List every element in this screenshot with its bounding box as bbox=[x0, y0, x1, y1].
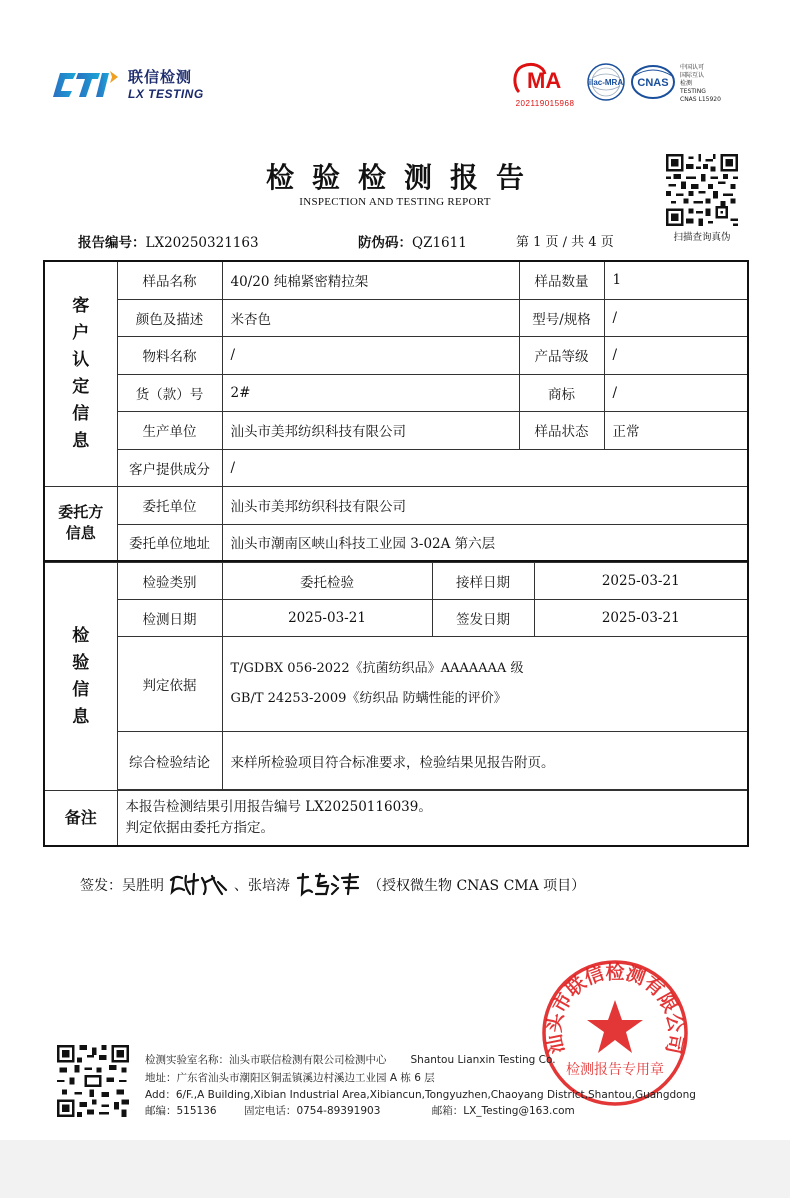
table-row bbox=[44, 563, 748, 600]
table-row bbox=[44, 299, 748, 336]
trademark-value: / bbox=[604, 374, 748, 411]
issue-date-label: 签发日期 bbox=[432, 600, 534, 637]
report-table-main bbox=[43, 260, 749, 562]
brand-name-en: LX TESTING bbox=[128, 87, 204, 101]
table-row bbox=[44, 411, 748, 449]
remarks-value bbox=[117, 791, 748, 846]
lxt-logo-icon bbox=[52, 69, 124, 101]
table-row bbox=[44, 449, 748, 486]
model-value: / bbox=[604, 299, 748, 336]
cnas-icon bbox=[630, 62, 676, 102]
remarks-line-2: 判定依据由委托方指定。 bbox=[125, 819, 274, 836]
table-row bbox=[44, 374, 748, 411]
signer-separator: 、 bbox=[234, 878, 248, 894]
remarks-label: 备注 bbox=[44, 791, 117, 846]
footer-lab-line: 检测实验室名称：汕头市联信检测有限公司检测中心 Shantou Lianxin Testing Co. bbox=[145, 1054, 556, 1066]
official-seal-stamp bbox=[540, 958, 690, 1108]
ilac-mra-icon bbox=[586, 62, 626, 102]
brand-name-cn: 联信检测 bbox=[128, 68, 193, 86]
basis-label: 判定依据 bbox=[117, 637, 222, 732]
table-row bbox=[44, 486, 748, 524]
grade-value: / bbox=[604, 336, 748, 374]
footer-contact: 邮编：515136 固定电话：0754-89391903 邮箱：LX_Testing@163.com bbox=[145, 1105, 575, 1117]
producer-label: 生产单位 bbox=[117, 411, 222, 449]
svg-text:ilac-MRA: ilac-MRA bbox=[588, 78, 624, 87]
footer-address-cn: 地址：广东省汕头市潮阳区铜盂镇溪边村溪边工业园 A 栋 6 层 bbox=[145, 1072, 435, 1084]
star-icon bbox=[587, 1000, 643, 1053]
material-value: / bbox=[222, 336, 519, 374]
grade-label: 产品等级 bbox=[519, 336, 604, 374]
table-row bbox=[44, 791, 748, 846]
trademark-label: 商标 bbox=[519, 374, 604, 411]
verification-qr-icon[interactable] bbox=[666, 154, 738, 226]
producer-value: 汕头市美邦纺织科技有限公司 bbox=[222, 411, 519, 449]
principal-section-title: 委托方 信息 bbox=[44, 486, 117, 561]
material-label: 物料名称 bbox=[117, 336, 222, 374]
sample-state-value: 正常 bbox=[604, 411, 748, 449]
brand-logo bbox=[52, 68, 204, 102]
svg-text:MA: MA bbox=[527, 68, 562, 93]
client-section-title: 客 户 认 定 信 息 bbox=[44, 261, 117, 486]
sample-qty-label: 样品数量 bbox=[519, 261, 604, 299]
signature-label: 签发： bbox=[80, 878, 122, 894]
sample-name-value: 40/20 纯棉紧密精拉架 bbox=[222, 261, 519, 299]
signature-2-handwriting bbox=[294, 872, 364, 898]
stamp-center-text: 检测报告专用章 bbox=[566, 1062, 664, 1078]
basis-value bbox=[222, 637, 748, 732]
signer-1-name: 吴胜明 bbox=[122, 878, 164, 894]
principal-unit-label: 委托单位 bbox=[117, 486, 222, 524]
table-row bbox=[44, 732, 748, 790]
cma-mark bbox=[510, 62, 580, 108]
color-label: 颜色及描述 bbox=[117, 299, 222, 336]
test-date-label: 检测日期 bbox=[117, 600, 222, 637]
report-subtitle: INSPECTION AND TESTING REPORT bbox=[299, 196, 491, 208]
page-info: 第 1 页 / 共 4 页 bbox=[516, 235, 614, 250]
page-bottom-margin bbox=[0, 1140, 790, 1198]
composition-label: 客户提供成分 bbox=[117, 449, 222, 486]
signature-1-handwriting bbox=[168, 872, 230, 898]
table-row bbox=[44, 637, 748, 732]
item-no-value: 2# bbox=[222, 374, 519, 411]
category-value: 委托检验 bbox=[222, 563, 432, 600]
table-row bbox=[44, 600, 748, 637]
qr-caption: 扫描查询真伪 bbox=[673, 232, 731, 243]
cma-number: 202119015968 bbox=[515, 99, 575, 108]
stamp-ring-text: 汕头市联信检测有限公司 bbox=[543, 961, 687, 1056]
footer-email[interactable]: LX_Testing@163.com bbox=[463, 1105, 575, 1117]
issue-date-value: 2025-03-21 bbox=[534, 600, 748, 637]
category-label: 检验类别 bbox=[117, 563, 222, 600]
anti-fake-code: 防伪码：QZ1611 bbox=[358, 235, 467, 251]
receive-date-value: 2025-03-21 bbox=[534, 563, 748, 600]
signature-line bbox=[80, 872, 585, 898]
signer-2-name: 张培涛 bbox=[248, 878, 290, 894]
sample-state-label: 样品状态 bbox=[519, 411, 604, 449]
principal-address-value: 汕头市潮南区峡山科技工业园 3-02A 第六层 bbox=[222, 524, 748, 561]
inspection-section-title: 检 验 信 息 bbox=[44, 563, 117, 791]
test-date-value: 2025-03-21 bbox=[222, 600, 432, 637]
report-title: 检验检测报告 bbox=[265, 161, 542, 194]
receive-date-label: 接样日期 bbox=[432, 563, 534, 600]
inspection-table bbox=[43, 562, 749, 847]
principal-unit-value: 汕头市美邦纺织科技有限公司 bbox=[222, 486, 748, 524]
conclusion-value: 来样所检验项目符合标准要求，检验结果见报告附页。 bbox=[222, 732, 748, 790]
cma-icon bbox=[513, 62, 577, 94]
model-label: 型号/规格 bbox=[519, 299, 604, 336]
cnas-cert-text: 中国认可 国际互认 检测 TESTING CNAS L15920 bbox=[680, 64, 721, 103]
sample-qty-value: 1 bbox=[604, 261, 748, 299]
sample-name-label: 样品名称 bbox=[117, 261, 222, 299]
signature-note: （授权微生物 CNAS CMA 项目） bbox=[368, 878, 586, 894]
svg-text:CNAS: CNAS bbox=[637, 77, 669, 89]
report-number: 报告编号：LX20250321163 bbox=[78, 235, 259, 251]
footer-address-en: Add：6/F.,A Building,Xibian Industrial Area,Xibiancun,Tongyuzhen,Chaoyang District,Shantou,Guangdong bbox=[145, 1089, 696, 1101]
remarks-line-1: 本报告检测结果引用报告编号 LX20250116039。 bbox=[125, 798, 432, 815]
principal-address-label: 委托单位地址 bbox=[117, 524, 222, 561]
conclusion-label: 综合检验结论 bbox=[117, 732, 222, 790]
basis-standard-1: T/GDBX 056-2022《抗菌纺织品》AAAAAAA 级 bbox=[230, 661, 524, 676]
composition-value: / bbox=[222, 449, 748, 486]
table-row bbox=[44, 261, 748, 299]
table-row bbox=[44, 524, 748, 561]
item-no-label: 货（款）号 bbox=[117, 374, 222, 411]
footer-qr-icon[interactable] bbox=[57, 1045, 129, 1117]
table-row bbox=[44, 336, 748, 374]
certification-logos bbox=[510, 62, 721, 112]
color-value: 米杏色 bbox=[222, 299, 519, 336]
basis-standard-2: GB/T 24253-2009《纺织品 防螨性能的评价》 bbox=[230, 691, 507, 706]
